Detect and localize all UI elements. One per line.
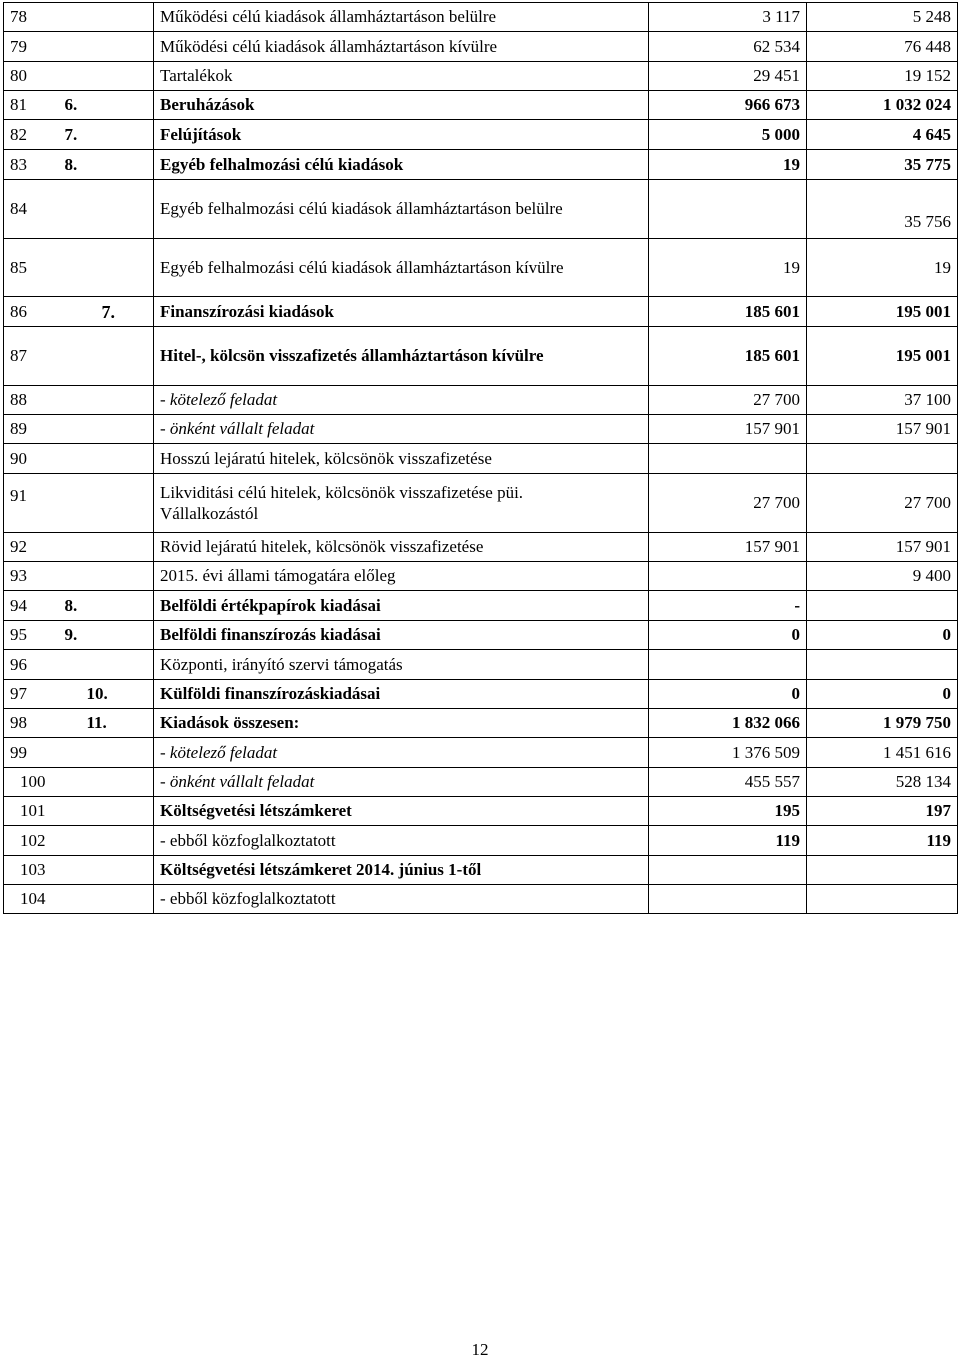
value-modified: 35 756 bbox=[807, 180, 958, 239]
table-row bbox=[4, 738, 958, 768]
value-original bbox=[649, 856, 807, 885]
section-number bbox=[59, 386, 154, 415]
row-description: - ebből közfoglalkoztatott bbox=[154, 885, 649, 914]
value-original: 27 700 bbox=[649, 474, 807, 533]
value-modified: 197 bbox=[807, 797, 958, 826]
table-row bbox=[4, 62, 958, 91]
section-number bbox=[59, 32, 154, 62]
value-original: 185 601 bbox=[649, 297, 807, 327]
table-row bbox=[4, 415, 958, 444]
row-description: Egyéb felhalmozási célú kiadások államháztartáson belülre bbox=[154, 180, 649, 239]
value-original: 5 000 bbox=[649, 120, 807, 150]
budget-table bbox=[3, 2, 958, 914]
section-number bbox=[59, 562, 154, 591]
value-original: 0 bbox=[649, 680, 807, 709]
section-number bbox=[59, 650, 154, 680]
section-number: 11. bbox=[59, 709, 154, 738]
table-row bbox=[4, 826, 958, 856]
table-row bbox=[4, 120, 958, 150]
value-modified: 119 bbox=[807, 826, 958, 856]
value-modified: 27 700 bbox=[807, 474, 958, 533]
row-description: Hitel-, kölcsön visszafizetés államháztartáson kívülre bbox=[154, 327, 649, 386]
value-modified: 9 400 bbox=[807, 562, 958, 591]
row-number: 88 bbox=[4, 386, 59, 415]
value-modified bbox=[807, 885, 958, 914]
section-number: 10. bbox=[59, 680, 154, 709]
value-modified: 5 248 bbox=[807, 3, 958, 32]
value-original: 455 557 bbox=[649, 768, 807, 797]
section-number bbox=[59, 180, 154, 239]
table-row bbox=[4, 797, 958, 826]
section-number: 6. bbox=[59, 91, 154, 120]
value-original: 27 700 bbox=[649, 386, 807, 415]
section-number: 7. bbox=[59, 297, 154, 327]
value-original: 0 bbox=[649, 621, 807, 650]
row-number: 96 bbox=[4, 650, 59, 680]
value-original: 19 bbox=[649, 150, 807, 180]
section-number: 8. bbox=[59, 150, 154, 180]
value-modified: 19 152 bbox=[807, 62, 958, 91]
value-original: 157 901 bbox=[649, 415, 807, 444]
row-number: 84 bbox=[4, 180, 59, 239]
table-row bbox=[4, 562, 958, 591]
row-description: - önként vállalt feladat bbox=[154, 768, 649, 797]
row-number: 85 bbox=[4, 239, 59, 297]
row-number: 94 bbox=[4, 591, 59, 621]
value-modified: 37 100 bbox=[807, 386, 958, 415]
row-number: 99 bbox=[4, 738, 59, 768]
row-number: 83 bbox=[4, 150, 59, 180]
value-original: 29 451 bbox=[649, 62, 807, 91]
value-modified: 528 134 bbox=[807, 768, 958, 797]
table-row bbox=[4, 768, 958, 797]
row-number: 95 bbox=[4, 621, 59, 650]
value-modified bbox=[807, 591, 958, 621]
table-row bbox=[4, 3, 958, 32]
value-original bbox=[649, 180, 807, 239]
table-row bbox=[4, 621, 958, 650]
table-row bbox=[4, 386, 958, 415]
row-description: Hosszú lejáratú hitelek, kölcsönök visszafizetése bbox=[154, 444, 649, 474]
table-row bbox=[4, 680, 958, 709]
section-number bbox=[59, 415, 154, 444]
table-row bbox=[4, 180, 958, 239]
value-modified: 0 bbox=[807, 680, 958, 709]
value-original: 185 601 bbox=[649, 327, 807, 386]
value-modified: 4 645 bbox=[807, 120, 958, 150]
table-row bbox=[4, 297, 958, 327]
row-number: 103 bbox=[4, 856, 59, 885]
value-original: 119 bbox=[649, 826, 807, 856]
value-original: - bbox=[649, 591, 807, 621]
row-description: Egyéb felhalmozási célú kiadások államháztartáson kívülre bbox=[154, 239, 649, 297]
row-number: 81 bbox=[4, 91, 59, 120]
value-original bbox=[649, 444, 807, 474]
row-number: 79 bbox=[4, 32, 59, 62]
section-number bbox=[59, 62, 154, 91]
row-description: Költségvetési létszámkeret bbox=[154, 797, 649, 826]
value-modified: 0 bbox=[807, 621, 958, 650]
row-description: Likviditási célú hitelek, kölcsönök visszafizetése püi. Vállalkozástól bbox=[154, 474, 649, 533]
row-description: Működési célú kiadások államháztartáson belülre bbox=[154, 3, 649, 32]
value-original: 62 534 bbox=[649, 32, 807, 62]
value-original: 3 117 bbox=[649, 3, 807, 32]
section-number bbox=[59, 3, 154, 32]
value-modified: 157 901 bbox=[807, 533, 958, 562]
value-original: 1 832 066 bbox=[649, 709, 807, 738]
value-original: 195 bbox=[649, 797, 807, 826]
row-number: 100 bbox=[4, 768, 59, 797]
row-number: 80 bbox=[4, 62, 59, 91]
row-description: Kiadások összesen: bbox=[154, 709, 649, 738]
year-text: 2015. bbox=[160, 566, 199, 585]
value-modified: 157 901 bbox=[807, 415, 958, 444]
section-number bbox=[59, 826, 154, 856]
value-modified: 76 448 bbox=[807, 32, 958, 62]
section-number bbox=[59, 239, 154, 297]
row-number: 90 bbox=[4, 444, 59, 474]
value-modified: 195 001 bbox=[807, 327, 958, 386]
row-number: 93 bbox=[4, 562, 59, 591]
value-modified: 1 979 750 bbox=[807, 709, 958, 738]
row-description: Belföldi értékpapírok kiadásai bbox=[154, 591, 649, 621]
row-number: 104 bbox=[4, 885, 59, 914]
section-number: 7. bbox=[59, 120, 154, 150]
table-row bbox=[4, 150, 958, 180]
row-description: Beruházások bbox=[154, 91, 649, 120]
section-number bbox=[59, 738, 154, 768]
value-original: 966 673 bbox=[649, 91, 807, 120]
page-number: 12 bbox=[471, 1340, 489, 1359]
section-number bbox=[59, 768, 154, 797]
value-modified bbox=[807, 650, 958, 680]
row-number: 78 bbox=[4, 3, 59, 32]
row-number: 101 bbox=[4, 797, 59, 826]
table-row bbox=[4, 444, 958, 474]
table-row bbox=[4, 32, 958, 62]
table-row bbox=[4, 650, 958, 680]
table-row bbox=[4, 709, 958, 738]
row-description bbox=[154, 562, 649, 591]
table-row bbox=[4, 239, 958, 297]
row-description: - ebből közfoglalkoztatott bbox=[154, 826, 649, 856]
row-description: Felújítások bbox=[154, 120, 649, 150]
row-description: Költségvetési létszámkeret 2014. június 1-től bbox=[154, 856, 649, 885]
section-number bbox=[59, 797, 154, 826]
section-number bbox=[59, 444, 154, 474]
value-modified bbox=[807, 444, 958, 474]
section-number bbox=[59, 856, 154, 885]
section-number bbox=[59, 885, 154, 914]
table-row bbox=[4, 885, 958, 914]
row-number: 82 bbox=[4, 120, 59, 150]
section-number: 8. bbox=[59, 591, 154, 621]
value-original: 1 376 509 bbox=[649, 738, 807, 768]
value-original: 157 901 bbox=[649, 533, 807, 562]
value-modified: 35 775 bbox=[807, 150, 958, 180]
table-row bbox=[4, 327, 958, 386]
value-modified bbox=[807, 856, 958, 885]
value-modified: 19 bbox=[807, 239, 958, 297]
row-number: 98 bbox=[4, 709, 59, 738]
table-row bbox=[4, 533, 958, 562]
section-number bbox=[59, 474, 154, 533]
value-original bbox=[649, 562, 807, 591]
row-description: - kötelező feladat bbox=[154, 386, 649, 415]
section-number: 9. bbox=[59, 621, 154, 650]
table-row bbox=[4, 474, 958, 533]
table-row bbox=[4, 856, 958, 885]
value-modified: 1 451 616 bbox=[807, 738, 958, 768]
row-number: 102 bbox=[4, 826, 59, 856]
row-number: 97 bbox=[4, 680, 59, 709]
row-number: 86 bbox=[4, 297, 59, 327]
row-number: 89 bbox=[4, 415, 59, 444]
row-description: Tartalékok bbox=[154, 62, 649, 91]
table-row bbox=[4, 91, 958, 120]
row-number: 92 bbox=[4, 533, 59, 562]
row-description: Egyéb felhalmozási célú kiadások bbox=[154, 150, 649, 180]
section-number bbox=[59, 533, 154, 562]
row-description: Finanszírozási kiadások bbox=[154, 297, 649, 327]
section-number bbox=[59, 327, 154, 386]
value-modified: 195 001 bbox=[807, 297, 958, 327]
row-description: Központi, irányító szervi támogatás bbox=[154, 650, 649, 680]
value-original: 19 bbox=[649, 239, 807, 297]
row-description: - önként vállalt feladat bbox=[154, 415, 649, 444]
row-number: 87 bbox=[4, 327, 59, 386]
row-description: Belföldi finanszírozás kiadásai bbox=[154, 621, 649, 650]
row-description: - kötelező feladat bbox=[154, 738, 649, 768]
table-row bbox=[4, 591, 958, 621]
description-text: évi állami támogatára előleg bbox=[198, 566, 396, 585]
row-description: Működési célú kiadások államháztartáson kívülre bbox=[154, 32, 649, 62]
value-original bbox=[649, 885, 807, 914]
value-modified: 1 032 024 bbox=[807, 91, 958, 120]
row-number: 91 bbox=[4, 474, 59, 533]
row-description: Külföldi finanszírozáskiadásai bbox=[154, 680, 649, 709]
row-description: Rövid lejáratú hitelek, kölcsönök visszafizetése bbox=[154, 533, 649, 562]
value-original bbox=[649, 650, 807, 680]
